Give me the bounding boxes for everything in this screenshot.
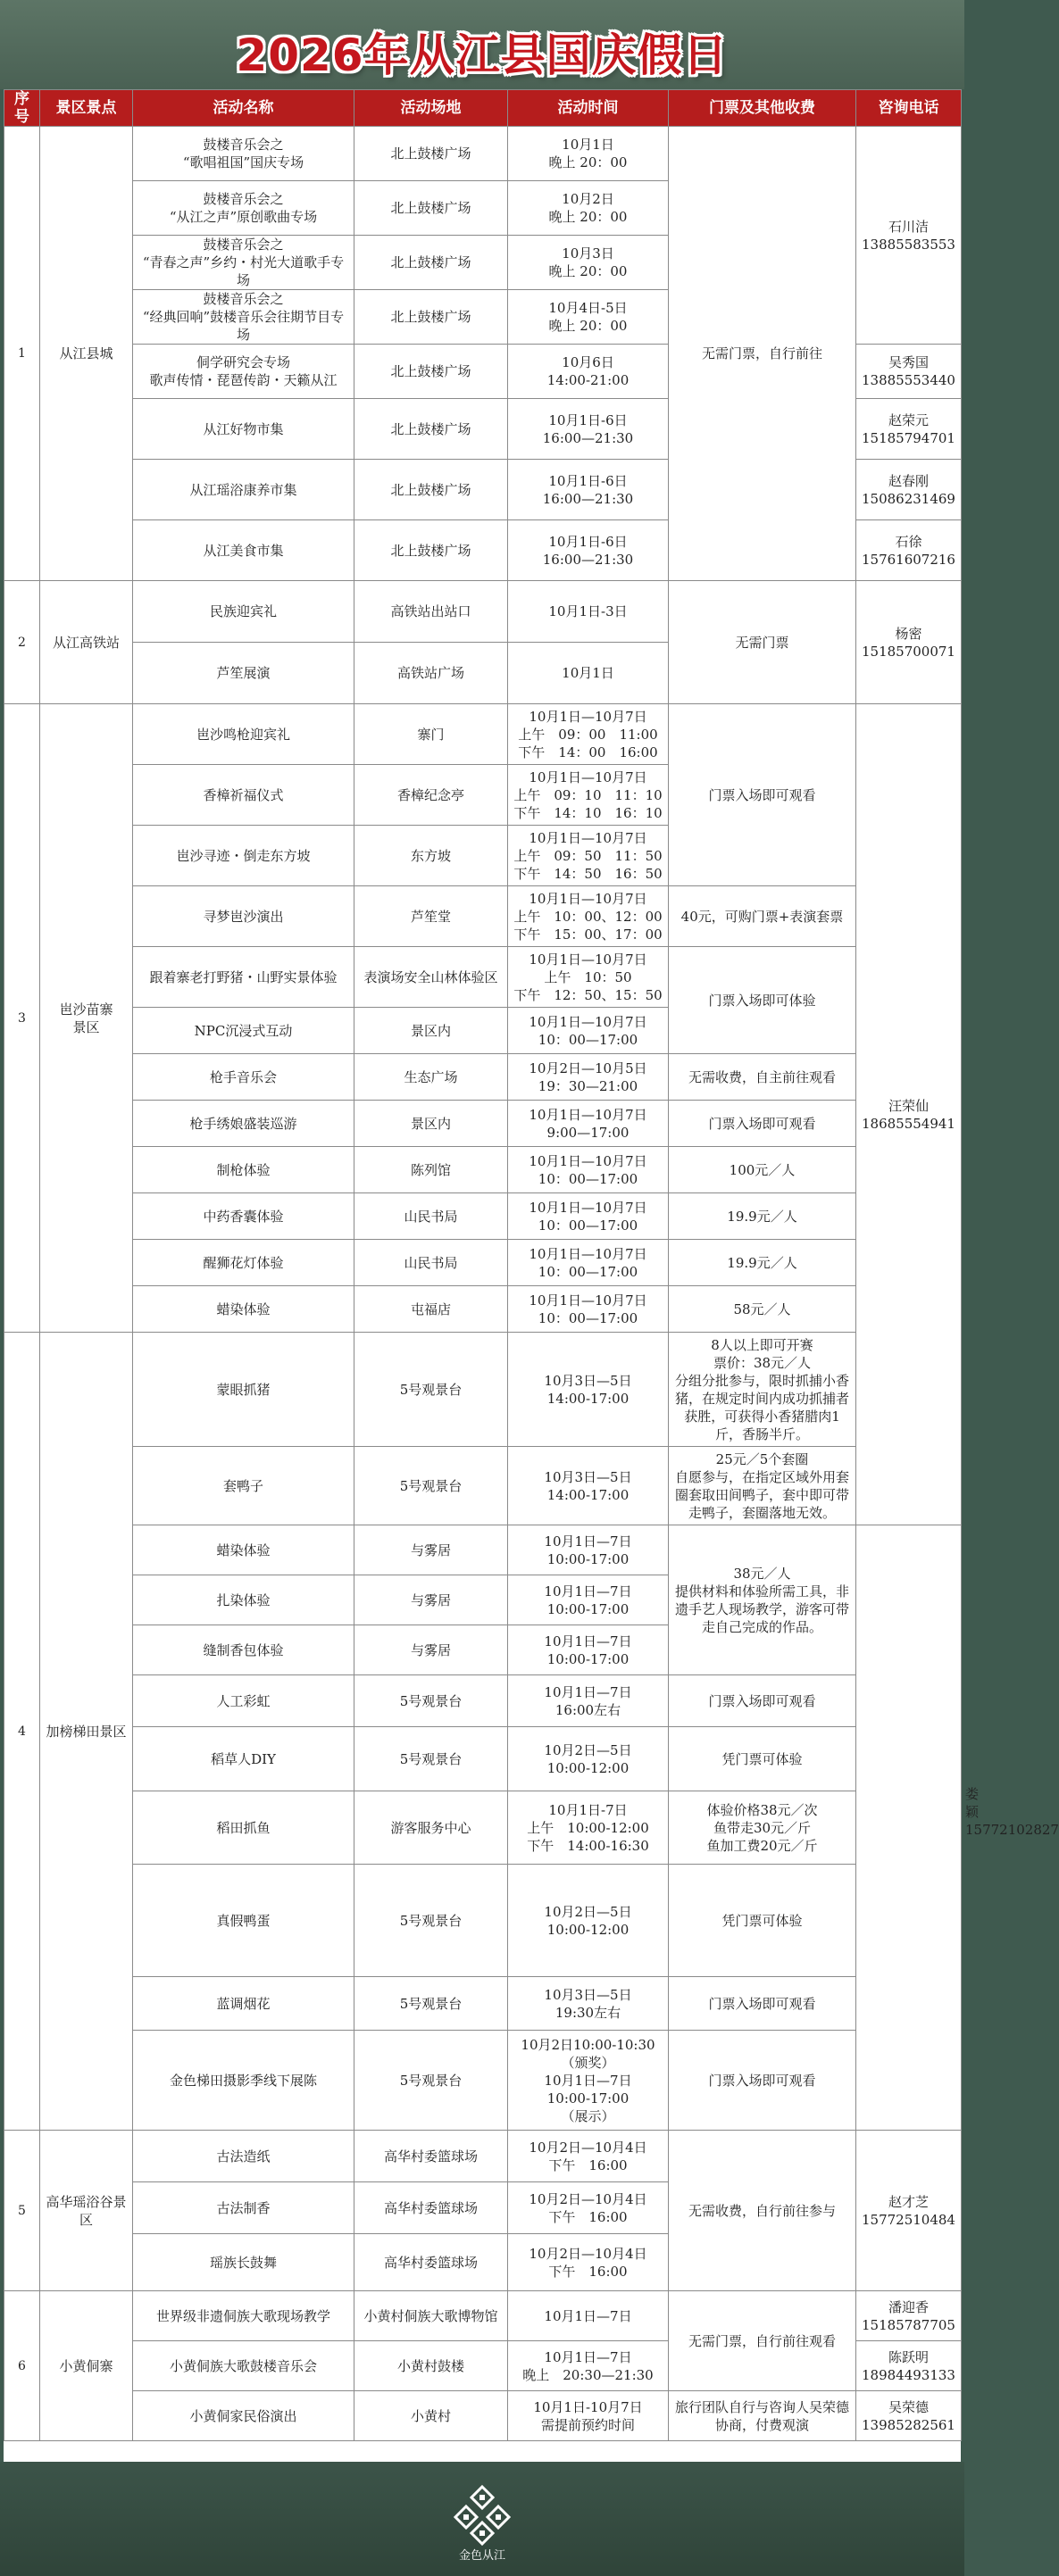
activity-venue: 陈列馆 bbox=[354, 1147, 508, 1193]
activity-name: 侗学研究会专场 歌声传情・琵琶传韵・天籁从江 bbox=[133, 345, 354, 399]
activity-venue: 山民书局 bbox=[354, 1193, 508, 1240]
table-row bbox=[4, 2291, 962, 2341]
table-row bbox=[4, 1193, 962, 1240]
activity-time: 10月1日—7日 10:00-17:00 bbox=[508, 1575, 669, 1625]
activity-time: 10月1日-6日 16:00—21:30 bbox=[508, 520, 669, 581]
activity-time: 10月1日 bbox=[508, 643, 669, 704]
activity-name: 芦笙展演 bbox=[133, 643, 354, 704]
activity-time: 10月2日 晚上 20：00 bbox=[508, 181, 669, 236]
table-row bbox=[4, 1240, 962, 1286]
page-title: 2026年从江县国庆假日 bbox=[236, 29, 729, 81]
activity-time: 10月1日-3日 bbox=[508, 581, 669, 643]
header-seq: 序号 bbox=[4, 90, 40, 127]
activity-name: 瑶族长鼓舞 bbox=[133, 2234, 354, 2291]
table-row bbox=[4, 1675, 962, 1727]
area-cell: 从江县城 bbox=[40, 127, 133, 581]
table-row bbox=[4, 1865, 962, 1977]
activity-time: 10月1日—10月7日 上午 10：50 下午 12：50、15：50 bbox=[508, 947, 669, 1008]
activity-time: 10月2日—5日 10:00-12:00 bbox=[508, 1865, 669, 1977]
table-row bbox=[4, 2131, 962, 2182]
activity-name: 醒狮花灯体验 bbox=[133, 1240, 354, 1286]
area-cell: 小黄侗寨 bbox=[40, 2291, 133, 2441]
activity-venue: 北上鼓楼广场 bbox=[354, 399, 508, 460]
fee-cell: 25元／5个套圈 自愿参与，在指定区域外用套圈套取田间鸭子，套中即可带走鸭子，套圈落地无效。 bbox=[669, 1447, 856, 1525]
area-cell: 高华瑶浴谷景 区 bbox=[40, 2131, 133, 2291]
activity-venue: 小黄村 bbox=[354, 2391, 508, 2441]
schedule-sheet bbox=[4, 89, 1059, 2462]
fee-cell: 凭门票可体验 bbox=[669, 1865, 856, 1977]
contact-phone: 吴荣德 13985282561 bbox=[856, 2391, 962, 2441]
activity-time: 10月2日—10月4日 下午 16:00 bbox=[508, 2182, 669, 2234]
activity-time: 10月2日—10月4日 下午 16:00 bbox=[508, 2234, 669, 2291]
activity-name: 金色梯田摄影季线下展陈 bbox=[133, 2031, 354, 2131]
contact-phone: 潘迎香 15185787705 bbox=[856, 2291, 962, 2341]
activity-venue: 小黄村鼓楼 bbox=[354, 2341, 508, 2391]
activity-name: 寻梦岜沙演出 bbox=[133, 886, 354, 947]
table-row bbox=[4, 704, 962, 765]
activity-time: 10月2日—10月4日 下午 16:00 bbox=[508, 2131, 669, 2182]
activity-time: 10月1日—7日 16:00左右 bbox=[508, 1675, 669, 1727]
table-row bbox=[4, 1447, 962, 1525]
seq-cell: 6 bbox=[4, 2291, 40, 2441]
activity-name: 古法制香 bbox=[133, 2182, 354, 2234]
activity-time: 10月1日—10月7日 上午 09：10 11：10 下午 14：10 16：10 bbox=[508, 765, 669, 826]
fee-cell: 旅行团队自行与咨询人吴荣德协商，付费观演 bbox=[669, 2391, 856, 2441]
header-activity: 活动名称 bbox=[133, 90, 354, 127]
table-row bbox=[4, 886, 962, 947]
title-banner bbox=[0, 0, 964, 89]
activity-time: 10月1日-10月7日 需提前预约时间 bbox=[508, 2391, 669, 2441]
activity-name: 民族迎宾礼 bbox=[133, 581, 354, 643]
activity-venue: 北上鼓楼广场 bbox=[354, 345, 508, 399]
fee-cell: 19.9元／人 bbox=[669, 1240, 856, 1286]
fee-cell: 门票入场即可观看 bbox=[669, 2031, 856, 2131]
activity-time: 10月2日—5日 10:00-12:00 bbox=[508, 1727, 669, 1791]
fee-cell: 体验价格38元／次 鱼带走30元／斤 鱼加工费20元／斤 bbox=[669, 1791, 856, 1865]
table-row bbox=[4, 1727, 962, 1791]
activity-venue: 北上鼓楼广场 bbox=[354, 181, 508, 236]
activity-time: 10月1日—10月7日 上午 09：50 11：50 下午 14：50 16：50 bbox=[508, 826, 669, 886]
activity-time: 10月1日—10月7日 10：00—17:00 bbox=[508, 1008, 669, 1054]
activity-venue: 香樟纪念亭 bbox=[354, 765, 508, 826]
activity-name: 缝制香包体验 bbox=[133, 1625, 354, 1675]
activity-venue: 高华村委篮球场 bbox=[354, 2234, 508, 2291]
header-time: 活动时间 bbox=[508, 90, 669, 127]
activity-venue: 景区内 bbox=[354, 1008, 508, 1054]
contact-phone: 陈跃明 18984493133 bbox=[856, 2341, 962, 2391]
activity-name: 枪手绣娘盛装巡游 bbox=[133, 1101, 354, 1147]
activity-name: 稻田抓鱼 bbox=[133, 1791, 354, 1865]
table-row bbox=[4, 581, 962, 643]
activity-time: 10月3日—5日 14:00-17:00 bbox=[508, 1447, 669, 1525]
table-row bbox=[4, 1147, 962, 1193]
activity-venue: 北上鼓楼广场 bbox=[354, 127, 508, 181]
activity-name: 鼓楼音乐会之 “歌唱祖国”国庆专场 bbox=[133, 127, 354, 181]
activity-name: 香樟祈福仪式 bbox=[133, 765, 354, 826]
fee-cell: 40元，可购门票+表演套票 bbox=[669, 886, 856, 947]
fee-cell: 门票入场即可观看 bbox=[669, 704, 856, 886]
contact-phone: 石川洁 13885583553 bbox=[856, 127, 962, 345]
activity-venue: 高铁站出站口 bbox=[354, 581, 508, 643]
activity-venue: 5号观景台 bbox=[354, 1447, 508, 1525]
activity-time: 10月3日—5日 19:30左右 bbox=[508, 1977, 669, 2031]
activity-venue: 屯福店 bbox=[354, 1286, 508, 1333]
table-row bbox=[4, 2391, 962, 2441]
fee-cell: 门票入场即可观看 bbox=[669, 1977, 856, 2031]
activity-time: 10月1日 晚上 20：00 bbox=[508, 127, 669, 181]
activity-name: 小黄侗家民俗演出 bbox=[133, 2391, 354, 2441]
activity-venue: 高华村委篮球场 bbox=[354, 2182, 508, 2234]
fee-cell: 无需门票 bbox=[669, 581, 856, 704]
activity-name: 蓝调烟花 bbox=[133, 1977, 354, 2031]
contact-phone: 赵春刚 15086231469 bbox=[856, 460, 962, 520]
activity-time: 10月1日—10月7日 10：00—17:00 bbox=[508, 1240, 669, 1286]
activity-venue: 高铁站广场 bbox=[354, 643, 508, 704]
activity-name: 人工彩虹 bbox=[133, 1675, 354, 1727]
activity-name: 从江美食市集 bbox=[133, 520, 354, 581]
contact-phone: 赵荣元 15185794701 bbox=[856, 399, 962, 460]
table-row bbox=[4, 1054, 962, 1101]
activity-venue: 北上鼓楼广场 bbox=[354, 290, 508, 345]
activity-name: 枪手音乐会 bbox=[133, 1054, 354, 1101]
table-row bbox=[4, 2031, 962, 2131]
fee-cell: 无需收费，自主前往观看 bbox=[669, 1054, 856, 1101]
fee-cell: 无需收费，自行前往参与 bbox=[669, 2131, 856, 2291]
activity-name: 鼓楼音乐会之 “经典回响”鼓楼音乐会往期节目专场 bbox=[133, 290, 354, 345]
seq-cell: 3 bbox=[4, 704, 40, 1333]
activity-time: 10月1日-7日 上午 10:00-12:00 下午 14:00-16:30 bbox=[508, 1791, 669, 1865]
activity-time: 10月3日—5日 14:00-17:00 bbox=[508, 1333, 669, 1447]
contact-phone: 吴秀国 13885553440 bbox=[856, 345, 962, 399]
activity-time: 10月2日—10月5日 19：30—21:00 bbox=[508, 1054, 669, 1101]
activity-time: 10月3日 晚上 20：00 bbox=[508, 236, 669, 290]
contact-phone: 杨密 15185700071 bbox=[856, 581, 962, 704]
activity-time: 10月1日—7日 10:00-17:00 bbox=[508, 1625, 669, 1675]
activity-name: 真假鸭蛋 bbox=[133, 1865, 354, 1977]
fee-cell: 8人以上即可开赛 票价：38元／人 分组分批参与，限时抓捕小香猪，在规定时间内成功抓捕者获胜，可获得小香猪腊肉1斤，香肠半斤。 bbox=[669, 1333, 856, 1447]
activity-venue: 山民书局 bbox=[354, 1240, 508, 1286]
header-venue: 活动场地 bbox=[354, 90, 508, 127]
area-cell: 从江高铁站 bbox=[40, 581, 133, 704]
activity-venue: 北上鼓楼广场 bbox=[354, 520, 508, 581]
activity-time: 10月1日-6日 16:00—21:30 bbox=[508, 460, 669, 520]
activity-time: 10月1日—7日 晚上 20:30—21:30 bbox=[508, 2341, 669, 2391]
table-row bbox=[4, 127, 962, 181]
activity-time: 10月1日—10月7日 上午 10：00、12：00 下午 15：00、17：00 bbox=[508, 886, 669, 947]
activity-name: NPC沉浸式互动 bbox=[133, 1008, 354, 1054]
activity-time: 10月1日—10月7日 10：00—17:00 bbox=[508, 1286, 669, 1333]
activity-name: 扎染体验 bbox=[133, 1575, 354, 1625]
activity-name: 稻草人DIY bbox=[133, 1727, 354, 1791]
fee-cell: 门票入场即可观看 bbox=[669, 1101, 856, 1147]
table-row bbox=[4, 1977, 962, 2031]
activity-venue: 5号观景台 bbox=[354, 1333, 508, 1447]
activity-name: 跟着寨老打野猪・山野实景体验 bbox=[133, 947, 354, 1008]
seq-cell: 1 bbox=[4, 127, 40, 581]
activity-venue: 小黄村侗族大歌博物馆 bbox=[354, 2291, 508, 2341]
activity-venue: 表演场安全山林体验区 bbox=[354, 947, 508, 1008]
table-row bbox=[4, 1791, 962, 1865]
activity-time: 10月4日-5日 晚上 20：00 bbox=[508, 290, 669, 345]
contact-phone: 汪荣仙 18685554941 bbox=[856, 704, 962, 1525]
fee-cell: 100元／人 bbox=[669, 1147, 856, 1193]
schedule-table bbox=[4, 89, 1059, 2441]
fee-cell: 凭门票可体验 bbox=[669, 1727, 856, 1791]
table-header-row bbox=[4, 90, 962, 127]
table-row: 4 加榜梯田景区 蒙眼抓猪 5号观景台 10月3日—5日 14:00-17:00 8人以上即可开赛 票价：38元／人 分组分批参与，限时抓捕小香猪，在规定时间内成功抓捕者获胜，可获得小香猪腊肉1斤，香肠半斤。 娄颖 15772102827 bbox=[4, 1333, 962, 1447]
activity-name: 从江好物市集 bbox=[133, 399, 354, 460]
contact-phone: 石徐 15761607216 bbox=[856, 520, 962, 581]
activity-time: 10月1日—7日 bbox=[508, 2291, 669, 2341]
activity-venue: 高华村委篮球场 bbox=[354, 2131, 508, 2182]
activity-time: 10月1日—7日 10:00-17:00 bbox=[508, 1525, 669, 1575]
activity-venue: 芦笙堂 bbox=[354, 886, 508, 947]
header-phone: 咨询电话 bbox=[856, 90, 962, 127]
activity-name: 岜沙寻迹・倒走东方坡 bbox=[133, 826, 354, 886]
area-cell: 加榜梯田景区 bbox=[40, 1333, 133, 2131]
activity-name: 制枪体验 bbox=[133, 1147, 354, 1193]
activity-name: 中药香囊体验 bbox=[133, 1193, 354, 1240]
table-row bbox=[4, 1286, 962, 1333]
activity-time: 10月1日—10月7日 上午 09：00 11:00 下午 14：00 16:00 bbox=[508, 704, 669, 765]
fee-cell: 门票入场即可观看 bbox=[669, 1675, 856, 1727]
activity-venue: 5号观景台 bbox=[354, 1675, 508, 1727]
logo-wordmark: 金色从江 bbox=[458, 2549, 505, 2563]
activity-name: 蒙眼抓猪 bbox=[133, 1333, 354, 1447]
activity-name: 套鸭子 bbox=[133, 1447, 354, 1525]
fee-cell: 58元／人 bbox=[669, 1286, 856, 1333]
activity-venue: 景区内 bbox=[354, 1101, 508, 1147]
activity-venue: 游客服务中心 bbox=[354, 1791, 508, 1865]
activity-time: 10月1日—10月7日 10：00—17:00 bbox=[508, 1147, 669, 1193]
activity-name: 鼓楼音乐会之 “青春之声”乡约・村光大道歌手专场 bbox=[133, 236, 354, 290]
activity-venue: 生态广场 bbox=[354, 1054, 508, 1101]
activity-name: 蜡染体验 bbox=[133, 1286, 354, 1333]
activity-name: 从江瑶浴康养市集 bbox=[133, 460, 354, 520]
activity-venue: 寨门 bbox=[354, 704, 508, 765]
contact-phone: 赵才芝 15772510484 bbox=[856, 2131, 962, 2291]
activity-name: 世界级非遗侗族大歌现场教学 bbox=[133, 2291, 354, 2341]
activity-venue: 5号观景台 bbox=[354, 1727, 508, 1791]
activity-venue: 5号观景台 bbox=[354, 2031, 508, 2131]
activity-venue: 东方坡 bbox=[354, 826, 508, 886]
activity-time: 10月1日—10月7日 9:00—17:00 bbox=[508, 1101, 669, 1147]
header-fee: 门票及其他收费 bbox=[669, 90, 856, 127]
seq-cell: 2 bbox=[4, 581, 40, 704]
fee-cell: 门票入场即可体验 bbox=[669, 947, 856, 1054]
fee-cell: 无需门票，自行前往观看 bbox=[669, 2291, 856, 2391]
table-body bbox=[4, 127, 1059, 2441]
activity-time: 10月6日 14:00-21:00 bbox=[508, 345, 669, 399]
activity-venue: 与雾居 bbox=[354, 1625, 508, 1675]
seq-cell: 4 bbox=[4, 1333, 40, 2131]
activity-venue: 北上鼓楼广场 bbox=[354, 460, 508, 520]
activity-name: 小黄侗族大歌鼓楼音乐会 bbox=[133, 2341, 354, 2391]
seq-cell: 5 bbox=[4, 2131, 40, 2291]
activity-time: 10月2日10:00-10:30（颁奖） 10月1日—7日 10:00-17:00 （展示） bbox=[508, 2031, 669, 2131]
activity-name: 古法造纸 bbox=[133, 2131, 354, 2182]
fee-cell: 38元／人 提供材料和体验所需工具，非遗手艺人现场教学，游客可带走自己完成的作品。 bbox=[669, 1525, 856, 1675]
activity-venue: 5号观景台 bbox=[354, 1865, 508, 1977]
table-row bbox=[4, 947, 962, 1008]
activity-name: 蜡染体验 bbox=[133, 1525, 354, 1575]
activity-venue: 与雾居 bbox=[354, 1525, 508, 1575]
table-row bbox=[4, 1101, 962, 1147]
activity-venue: 与雾居 bbox=[354, 1575, 508, 1625]
activity-name: 岜沙鸣枪迎宾礼 bbox=[133, 704, 354, 765]
activity-venue: 北上鼓楼广场 bbox=[354, 236, 508, 290]
activity-time: 10月1日—10月7日 10：00—17:00 bbox=[508, 1193, 669, 1240]
activity-name: 鼓楼音乐会之 “从江之声”原创歌曲专场 bbox=[133, 181, 354, 236]
activity-time: 10月1日-6日 16:00—21:30 bbox=[508, 399, 669, 460]
area-cell: 岜沙苗寨 景区 bbox=[40, 704, 133, 1333]
table-row bbox=[4, 1525, 962, 1575]
fee-cell: 19.9元／人 bbox=[669, 1193, 856, 1240]
header-area: 景区景点 bbox=[40, 90, 133, 127]
fee-cell: 无需门票，自行前往 bbox=[669, 127, 856, 581]
activity-venue: 5号观景台 bbox=[354, 1977, 508, 2031]
